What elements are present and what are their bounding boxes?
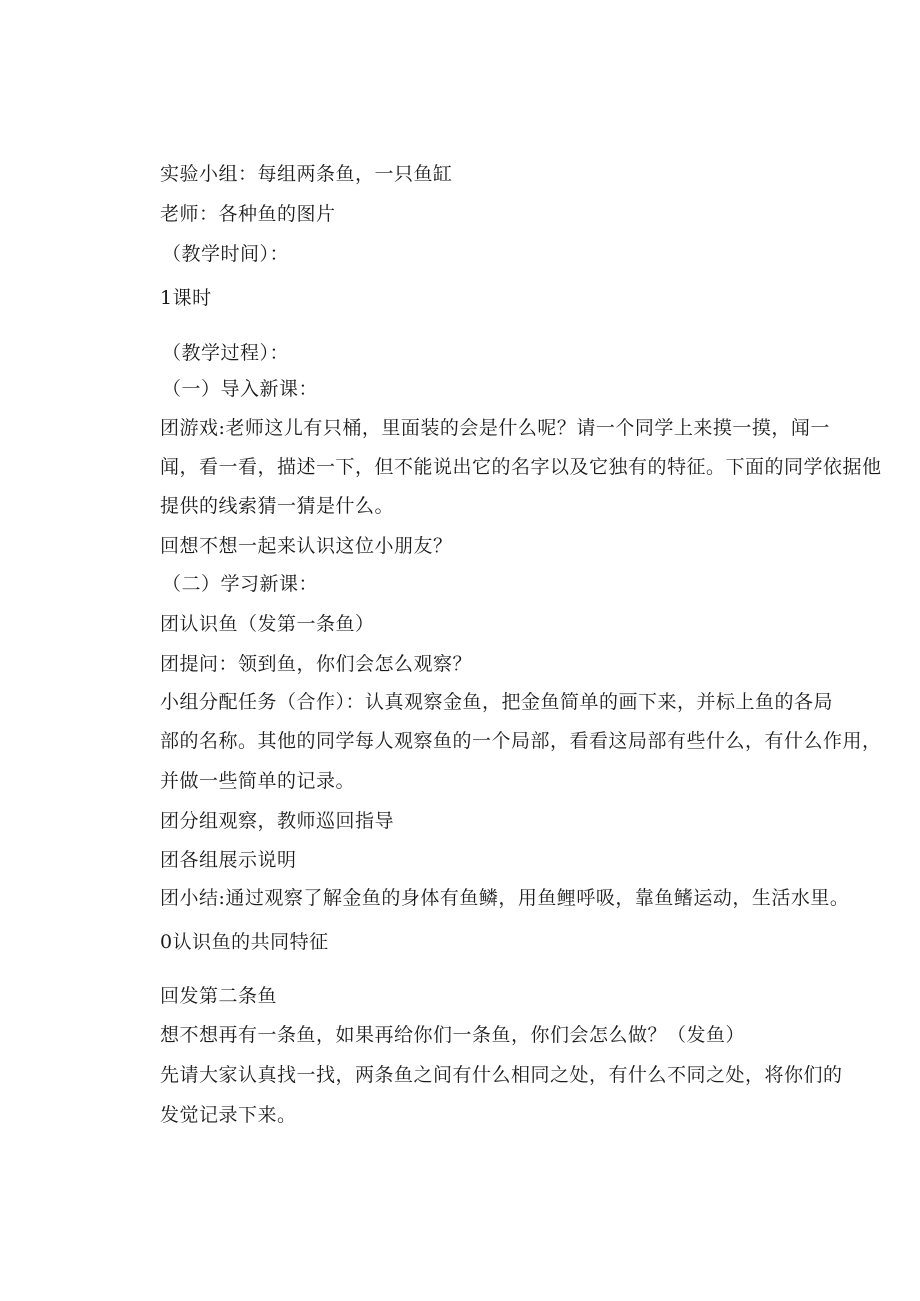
paragraph-line: 发觉记录下来。 [160,1104,297,1126]
paragraph-line: 团游戏:老师这儿有只桶，里面装的会是什么呢？请一个同学上来摸一摸，闻一 [160,417,830,439]
materials-teacher-line: 老师：各种鱼的图片 [160,203,336,225]
paragraph-line: 团提问：领到鱼，你们会怎么观察？ [160,653,473,675]
paragraph-line: 闻，看一看，描述一下，但不能说出它的名字以及它独有的特征。下面的同学依据他 [160,456,882,478]
paragraph-line: 回想不想一起来认识这位小朋友？ [160,535,453,557]
section-new-lesson-heading: （二）学习新课： [162,573,319,595]
paragraph-line: 团认识鱼（发第一条鱼） [160,613,375,635]
paragraph-line: 回发第二条鱼 [160,985,278,1007]
section-common-features-heading: 0认识鱼的共同特征 [160,931,329,953]
paragraph-line: 先请大家认真找一找，两条鱼之间有什么相同之处，有什么不同之处，将你们的 [160,1064,843,1086]
teaching-process-heading: （教学过程）： [162,342,290,364]
paragraph-line: 团小结:通过观察了解金鱼的身体有鱼鳞，用鱼鲤呼吸，靠鱼鳍运动，生活水里。 [160,887,850,909]
paragraph-line: 团各组展示说明 [160,849,297,871]
section-intro-heading: （一）导入新课： [162,378,319,400]
paragraph-line: 提供的线索猜一猜是什么。 [160,495,395,517]
paragraph-line: 想不想再有一条鱼，如果再给你们一条鱼，你们会怎么做？（发鱼） [160,1024,746,1046]
teaching-time-value: 1课时 [160,287,212,309]
paragraph-line: 部的名称。其他的同学每人观察鱼的一个局部，看看这局部有些什么，有什么作用， [160,730,882,752]
teaching-time-heading: （教学时间）： [162,243,290,265]
paragraph-line: 并做一些简单的记录。 [160,770,356,792]
paragraph-line: 团分组观察，教师巡回指导 [160,810,395,832]
paragraph-line: 小组分配任务（合作）：认真观察金鱼，把金鱼简单的画下来，并标上鱼的各局 [160,691,834,713]
materials-group-line: 实验小组：每组两条鱼，一只鱼缸 [160,163,453,185]
